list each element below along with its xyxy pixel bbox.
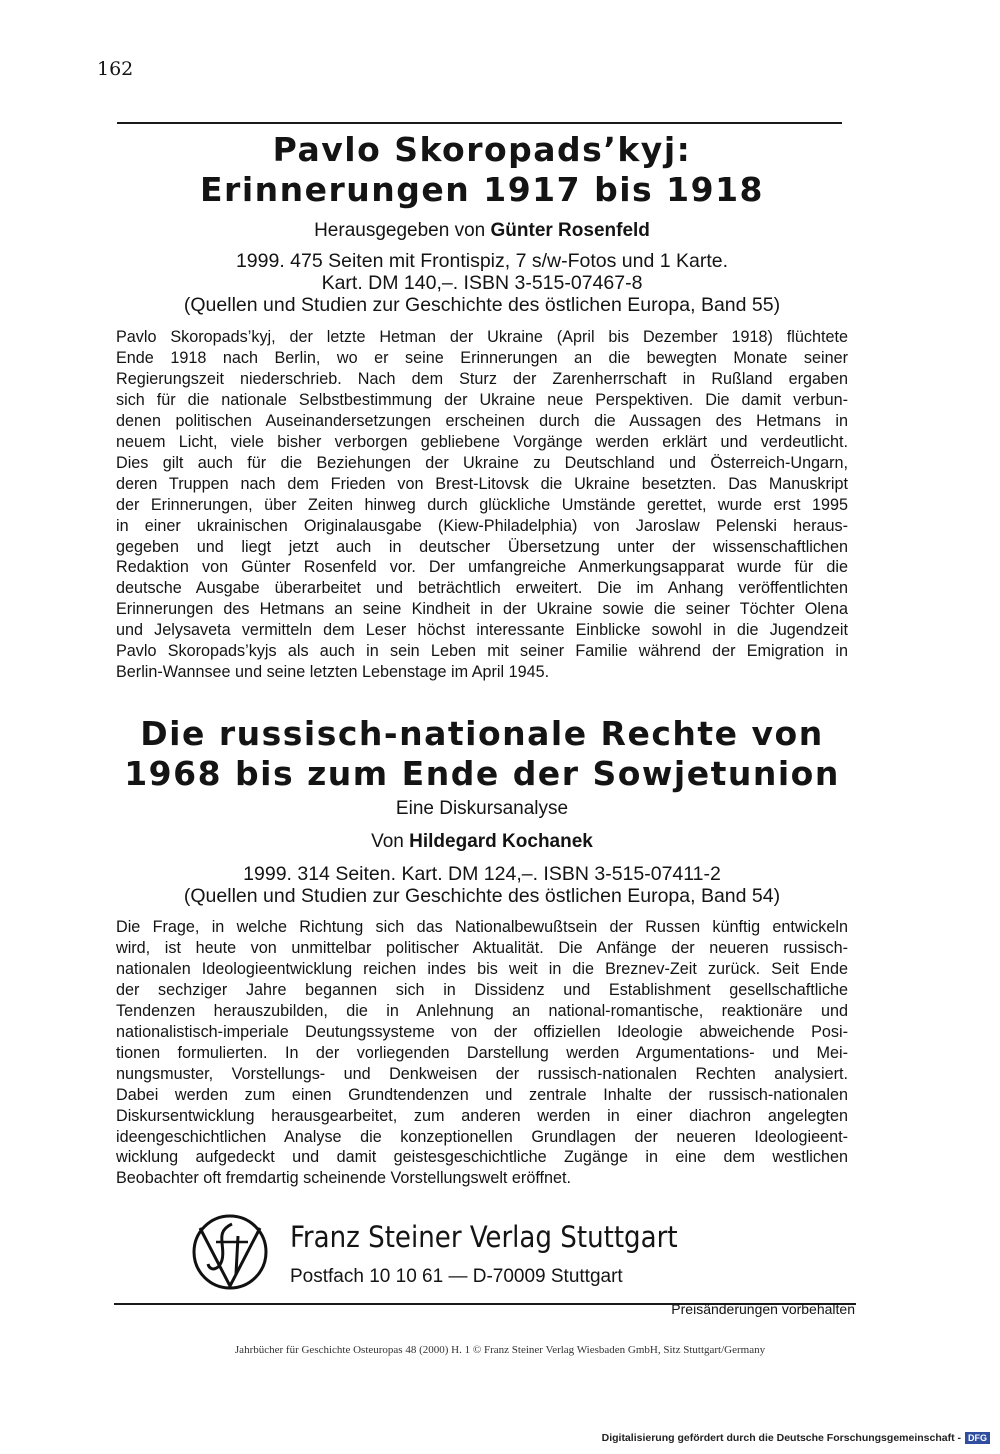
description-line: Die Frage, in welche Richtung sich das Nationalbewußtsein der Russen künftig entwickeln — [116, 918, 848, 936]
description-line: deren Truppen nach dem Frieden von Brest-Litovsk die Ukraine besetzten. Das Manuskript — [116, 474, 848, 493]
description-line: der sechziger Jahre begannen sich in Dissidenz und Establishment gesellschaftliche — [116, 980, 848, 999]
meta-line: (Quellen und Studien zur Geschichte des östlichen Europa, Band 54) — [183, 885, 781, 907]
description-line: Beobachter oft fremdartig scheinende Vorstellungswelt eröffnet. — [116, 1169, 572, 1188]
publisher-block — [186, 1212, 826, 1304]
meta-line: (Quellen und Studien zur Geschichte des östlichen Europa, Band 55) — [183, 294, 781, 316]
funding-banner — [602, 1432, 990, 1444]
description-line: sich für die nationale Selbstbestimmung der Ukraine neue Perspektiven. Die damit verbun- — [116, 390, 848, 409]
book-description — [116, 327, 848, 683]
description-line: Dies gilt auch für die Beziehungen der Ukraine zu Deutschland und Österreich-Ungarn, — [116, 453, 848, 472]
description-line: Pavlo Skoropads’kyj, der letzte Hetman der Ukraine (April bis Dezember 1918) flüchtete — [116, 328, 848, 346]
editor-name: Günter Rosenfeld — [490, 220, 650, 241]
bibliographic-info — [116, 863, 848, 907]
editor-line — [116, 220, 848, 242]
description-line: Dabei werden zum einen Grundtendenzen und zentrale Inhalte der russisch-nationalen — [116, 1085, 848, 1104]
description-line: wird, ist heute von unmittelbar politischer Aktualität. Die Anfänge der neueren russisch- — [116, 938, 848, 957]
description-line: Berlin-Wannsee und seine letzten Lebenstage im April 1945. — [116, 663, 550, 682]
description-line: nationalistisch-imperiale Deutungssysteme von der offiziellen Ideologie abweichende Posi- — [116, 1022, 848, 1041]
publisher-name: Franz Steiner Verlag Stuttgart — [290, 1220, 678, 1254]
description-line: Ende 1918 nach Berlin, wo er seine Erinnerungen an die bewegten Monate seiner — [116, 348, 848, 367]
book-title-line: Pavlo Skoropads’kyj: — [272, 130, 692, 169]
description-line: neuem Licht, viele bisher verborgen gebliebene Vorgänge werden erklärt und verdeutlicht. — [116, 432, 848, 451]
description-line: Redaktion von Günter Rosenfeld vor. Der umfangreiche Anmerkungsapparat wurde für die — [116, 558, 848, 577]
description-line: nungsmuster, Vorstellungs- und Denkweisen der russisch-nationalen Rechten analysiert. — [116, 1064, 848, 1083]
publisher-logo-icon — [186, 1212, 274, 1292]
bibliographic-info — [116, 250, 848, 316]
description-line: und Jelysaveta vermitteln dem Leser höchst interessante Einblicke sowohl in die Jugendzeit — [116, 621, 848, 640]
description-line: deutsche Ausgabe überarbeitet und beträchtlich erweitert. Die im Anhang veröffentlichten — [116, 579, 848, 598]
publisher-address: Postfach 10 10 61 — D-70009 Stuttgart — [290, 1266, 623, 1287]
description-line: Erinnerungen des Hetmans an seine Kindheit in der Ukraine sowie die seiner Töchter Olena — [116, 600, 848, 619]
description-line: wicklung aufgedeckt und damit geistesgeschichtliche Zugänge in eine dem westlichen — [116, 1148, 848, 1167]
author-name: Hildegard Kochanek — [409, 831, 593, 852]
editor-prefix: Herausgegeben von — [314, 220, 486, 241]
description-line: ideengeschichtlichen Analyse die konzeptionellen Grundlagen der neueren Ideologieent- — [116, 1127, 848, 1146]
description-line: Tendenzen herauszubilden, die in Anlehnung an national-romantische, reaktionäre und — [116, 1001, 848, 1020]
meta-line: Kart. DM 140,–. ISBN 3-515-07467-8 — [321, 272, 643, 294]
book-title-line: Erinnerungen 1917 bis 1918 — [200, 170, 764, 209]
book-description — [116, 917, 848, 1189]
author-prefix: Von — [371, 831, 404, 852]
top-rule — [117, 122, 842, 124]
journal-citation: Jahrbücher für Geschichte Osteuropas 48 (2000) H. 1 © Franz Steiner Verlag Wiesbaden GmbH, Sitz Stuttgart/Germany — [234, 1344, 766, 1356]
description-line: gegeben und liegt jetzt auch in deutscher Übersetzung unter der wissenschaftlichen — [116, 537, 848, 556]
description-line: in einer ukrainischen Originalausgabe (Kiew-Philadelphia) von Jaroslaw Pelenski heraus- — [116, 516, 848, 535]
meta-line: 1999. 475 Seiten mit Frontispiz, 7 s/w-Fotos und 1 Karte. — [235, 250, 729, 272]
dfg-logo-icon: DFG — [965, 1432, 990, 1444]
book-listing-2 — [116, 714, 848, 1189]
book-title-line: Die russisch-nationale Rechte von — [140, 714, 824, 753]
description-line: denen politischen Auseinandersetzungen erscheinen durch die Aussagen des Hetmans in — [116, 411, 848, 430]
description-line: Pavlo Skoropads’kyjs als auch in sein Leben mit seiner Familie während der Emigration in — [116, 642, 848, 661]
page-number: 162 — [97, 58, 134, 80]
description-line: der Erinnerungen, über Zeiten hinweg durch glückliche Umstände gerettet, wurde erst 1995 — [116, 495, 848, 514]
description-line: Regierungszeit niederschrieb. Nach dem Sturz der Zarenherrschaft in Rußland ergaben — [116, 369, 848, 388]
description-line: Diskursentwicklung herausgearbeitet, zum anderen werden in einer diachron angelegten — [116, 1106, 848, 1125]
meta-line: 1999. 314 Seiten. Kart. DM 124,–. ISBN 3-515-07411-2 — [243, 863, 721, 885]
author-line — [116, 831, 848, 853]
description-line: tionen formulierten. In der vorliegenden Darstellung werden Argumentations- und Mei- — [116, 1043, 848, 1062]
description-line: nationalen Ideologieentwicklung reichen indes bis weit in die Breznev-Zeit zurück. Seit Ende — [116, 959, 848, 978]
book-title-line: 1968 bis zum Ende der Sowjetunion — [124, 754, 840, 793]
book-subtitle: Eine Diskursanalyse — [395, 798, 569, 819]
book-title — [116, 130, 848, 210]
funding-note: Digitalisierung gefördert durch die Deutsche Forschungsgemeinschaft - — [601, 1432, 961, 1444]
book-listing-1 — [116, 130, 848, 683]
price-note: Preisänderungen vorbehalten — [671, 1301, 855, 1317]
book-title — [116, 714, 848, 794]
